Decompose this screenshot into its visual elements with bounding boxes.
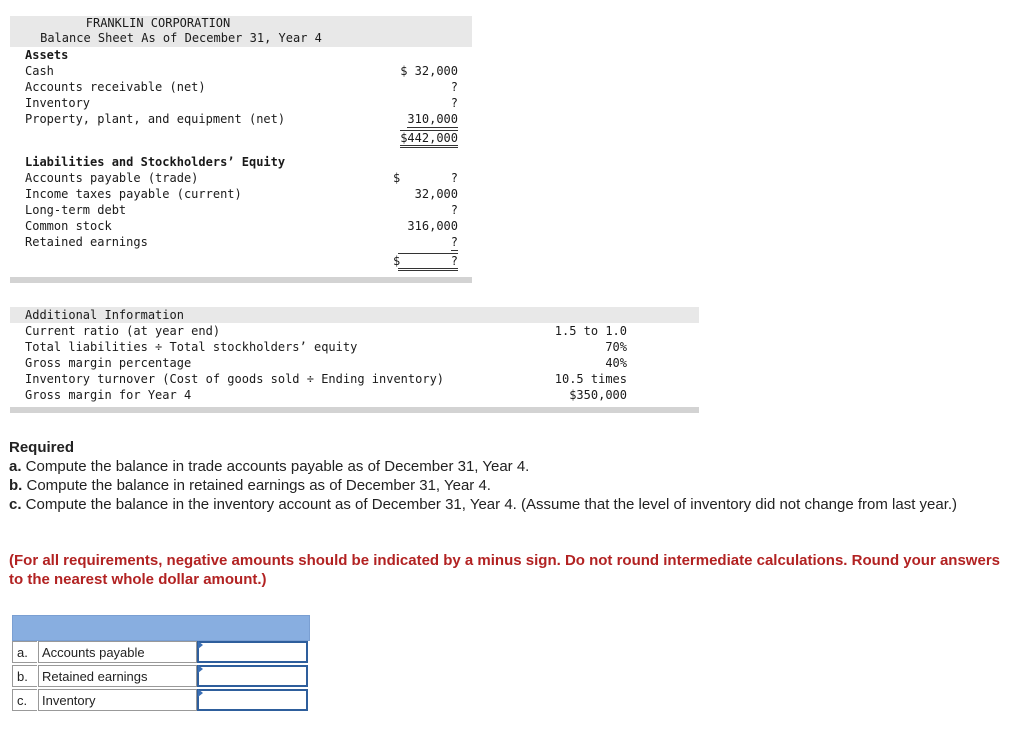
- additional-info-heading: Additional Information: [10, 307, 699, 323]
- info-row: Gross margin percentage 40%: [25, 356, 627, 370]
- retained-earnings-input[interactable]: [197, 665, 308, 687]
- liability-row: Income taxes payable (current) 32,000: [25, 187, 458, 201]
- liability-row: Accounts payable (trade) $ ?: [25, 171, 458, 185]
- requirement-b: b. Compute the balance in retained earnings as of December 31, Year 4.: [9, 477, 491, 494]
- liability-row: Retained earnings ?: [25, 235, 458, 249]
- input-marker-icon: [198, 641, 203, 649]
- total-liabilities-equity: ?: [398, 253, 458, 271]
- rounding-note: (For all requirements, negative amounts should be indicated by a minus sign. Do not round intermediate calculations. Round your answers to the nearest whole dollar amount.): [9, 552, 1000, 588]
- company-name: FRANKLIN CORPORATION: [85, 16, 231, 30]
- requirement-c: c. Compute the balance in the inventory account as of December 31, Year 4. (Assume that the level of inventory did not change from last year.): [9, 496, 958, 513]
- info-row: Current ratio (at year end) 1.5 to 1.0: [25, 324, 627, 338]
- liability-row: Common stock 316,000: [25, 219, 458, 233]
- balance-sheet-header: [10, 16, 472, 47]
- asset-row: Inventory ?: [25, 96, 458, 110]
- inventory-input[interactable]: [197, 689, 308, 711]
- requirement-a: a. Compute the balance in trade accounts payable as of December 31, Year 4.: [9, 458, 530, 475]
- info-row: Inventory turnover (Cost of goods sold ÷ Ending inventory) 10.5 times: [25, 372, 627, 386]
- assets-heading: Assets: [25, 48, 69, 62]
- required-title: Required: [9, 439, 75, 456]
- liability-row: Long-term debt ?: [25, 203, 458, 217]
- additional-information: [10, 307, 699, 413]
- total-liabilities-row: $ ?: [10, 253, 472, 269]
- total-assets: $442,000: [400, 130, 458, 148]
- asset-row: Property, plant, and equipment (net) 310,000: [25, 112, 458, 126]
- total-assets-row: [10, 130, 472, 146]
- input-marker-icon: [198, 665, 203, 673]
- balance-sheet-subtitle: Balance Sheet As of December 31, Year 4: [40, 31, 322, 45]
- section-divider: [10, 407, 699, 413]
- input-marker-icon: [198, 689, 203, 697]
- section-divider: [10, 277, 472, 283]
- required-section: [9, 438, 1009, 514]
- balance-sheet: [10, 16, 472, 283]
- info-row: Total liabilities ÷ Total stockholders’ equity 70%: [25, 340, 627, 354]
- info-row: Gross margin for Year 4 $350,000: [25, 388, 627, 402]
- asset-row: Accounts receivable (net) ?: [25, 80, 458, 94]
- accounts-payable-input[interactable]: [197, 641, 308, 663]
- liabilities-heading: Liabilities and Stockholders’ Equity: [25, 155, 286, 169]
- answer-table-header: [12, 615, 310, 641]
- asset-row: Cash $ 32,000: [25, 64, 458, 78]
